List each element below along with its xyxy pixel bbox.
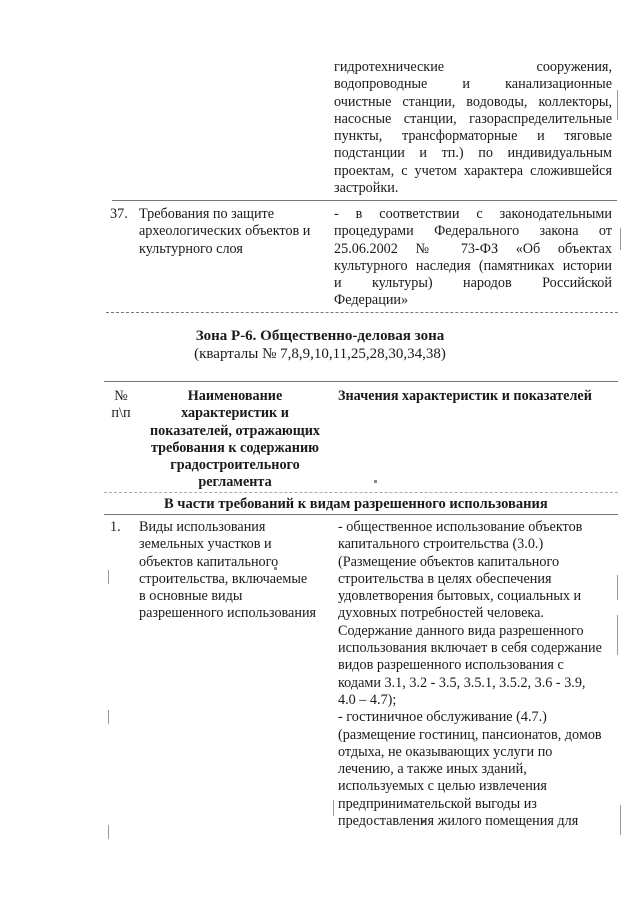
header-values: Значения характеристик и показателей: [338, 388, 592, 404]
scan-mark: [617, 90, 618, 120]
text-line: пункты, трансформаторные и тяговые: [334, 128, 612, 145]
text-line: Федерации»: [334, 292, 409, 308]
text-line: объектов капитального: [139, 553, 279, 570]
text-line: градостроительного: [170, 457, 300, 474]
text-line: характеристик и: [181, 405, 289, 422]
text-line: процедурами Федерального закона от: [334, 223, 612, 240]
text-line: кодами 3.1, 3.2 - 3.5, 3.5.1, 3.5.2, 3.6 - 3.9,: [338, 674, 586, 691]
text-line: - в соответствии с законодательными: [334, 206, 612, 222]
text-line: Содержание данного вида разрешенного: [338, 622, 584, 639]
text-line: застройки.: [334, 180, 399, 196]
row37-values: [334, 206, 612, 292]
scan-mark: [620, 805, 621, 835]
text-line: Наименование: [187, 388, 283, 404]
text-line: (Размещение объектов капитального: [338, 553, 560, 570]
text-line: и культуры) народов Российской: [334, 275, 612, 292]
text-line: проектам, с учетом характера сложившейся: [334, 162, 612, 179]
text-line: в основные виды: [139, 588, 243, 605]
text-line: №: [114, 388, 128, 404]
text-line: Виды использования: [139, 519, 266, 535]
text-line: видов разрешенного использования с: [338, 657, 564, 674]
scan-mark: [620, 228, 621, 250]
scan-mark: [374, 480, 377, 483]
text-line: показателей, отражающих: [149, 422, 321, 439]
text-line: использования включает в себя содержание: [338, 640, 602, 657]
text-line: Требования по защите: [139, 206, 275, 222]
text-line: регламента: [198, 474, 272, 491]
text-line: гидротехнические сооружения,: [334, 59, 612, 75]
text-line: - гостиничное обслуживание (4.7.): [338, 709, 547, 726]
text-line: (размещение гостиниц, пансионатов, домов: [338, 726, 602, 743]
row-divider: [106, 312, 618, 313]
section-divider: [104, 514, 618, 515]
text-line: насосные станции, газораспределительные: [334, 110, 612, 127]
text-line: предпринимательской выгоды из: [338, 795, 537, 812]
text-line: предоставления жилого помещения для: [338, 813, 579, 830]
header-divider: [104, 492, 618, 493]
text-line: водопроводные и канализационные: [334, 76, 612, 93]
row37-values-last: [334, 292, 408, 309]
text-line: 4.0 – 4.7);: [338, 691, 397, 708]
text-line: требования к содержанию: [151, 439, 319, 456]
text-line: очистные станции, водоводы, коллекторы,: [334, 93, 612, 110]
row-divider: [112, 200, 617, 201]
text-line: строительства, включаемые: [139, 570, 308, 587]
scan-mark: [333, 800, 334, 816]
zone-title: Зона Р-6. Общественно-деловая зона: [195, 328, 445, 344]
text-line: культурного слоя: [139, 240, 243, 257]
text-line: культурного наследия (памятниках истории: [334, 257, 612, 274]
text-line: - общественное использование объектов: [338, 519, 583, 535]
section-title: В части требований к видам разрешенного использования: [164, 496, 548, 512]
text-line: удовлетворения бытовых, социальных и: [338, 588, 582, 605]
text-line: п\п: [111, 405, 131, 422]
text-line: лечению, а также иных зданий,: [338, 761, 527, 778]
row1-name: [139, 519, 331, 623]
row37-number: 37.: [110, 206, 128, 222]
text-line: земельных участков и: [139, 536, 272, 553]
text-line: археологических объектов и: [139, 223, 311, 240]
text-line: капитального строительства (3.0.): [338, 536, 544, 553]
row1-number: 1.: [110, 519, 121, 535]
text-line: используемых с целью извлечения: [338, 778, 547, 795]
scan-mark: [108, 570, 109, 584]
scan-mark: [108, 825, 109, 839]
row37-name: [139, 206, 329, 258]
text-line: разрешенного использования: [139, 605, 317, 622]
text-line: отдыха, не оказывающих услуги по: [338, 743, 553, 760]
zone-subtitle: (кварталы № 7,8,9,10,11,25,28,30,34,38): [194, 346, 446, 362]
prev-block: [334, 59, 612, 180]
header-name: [138, 388, 332, 492]
text-line: подстанции и тп.) по индивидуальным: [334, 145, 612, 162]
scan-mark: [108, 710, 109, 724]
prev-block-last: [334, 180, 398, 197]
text-line: духовных потребностей человека.: [338, 605, 544, 622]
row1-values: [338, 519, 618, 830]
text-line: строительства в целях обеспечения: [338, 570, 552, 587]
table-top-border: [104, 381, 618, 382]
text-line: 25.06.2002 № 73-ФЗ «Об объектах: [334, 240, 612, 257]
header-num: [106, 388, 136, 423]
